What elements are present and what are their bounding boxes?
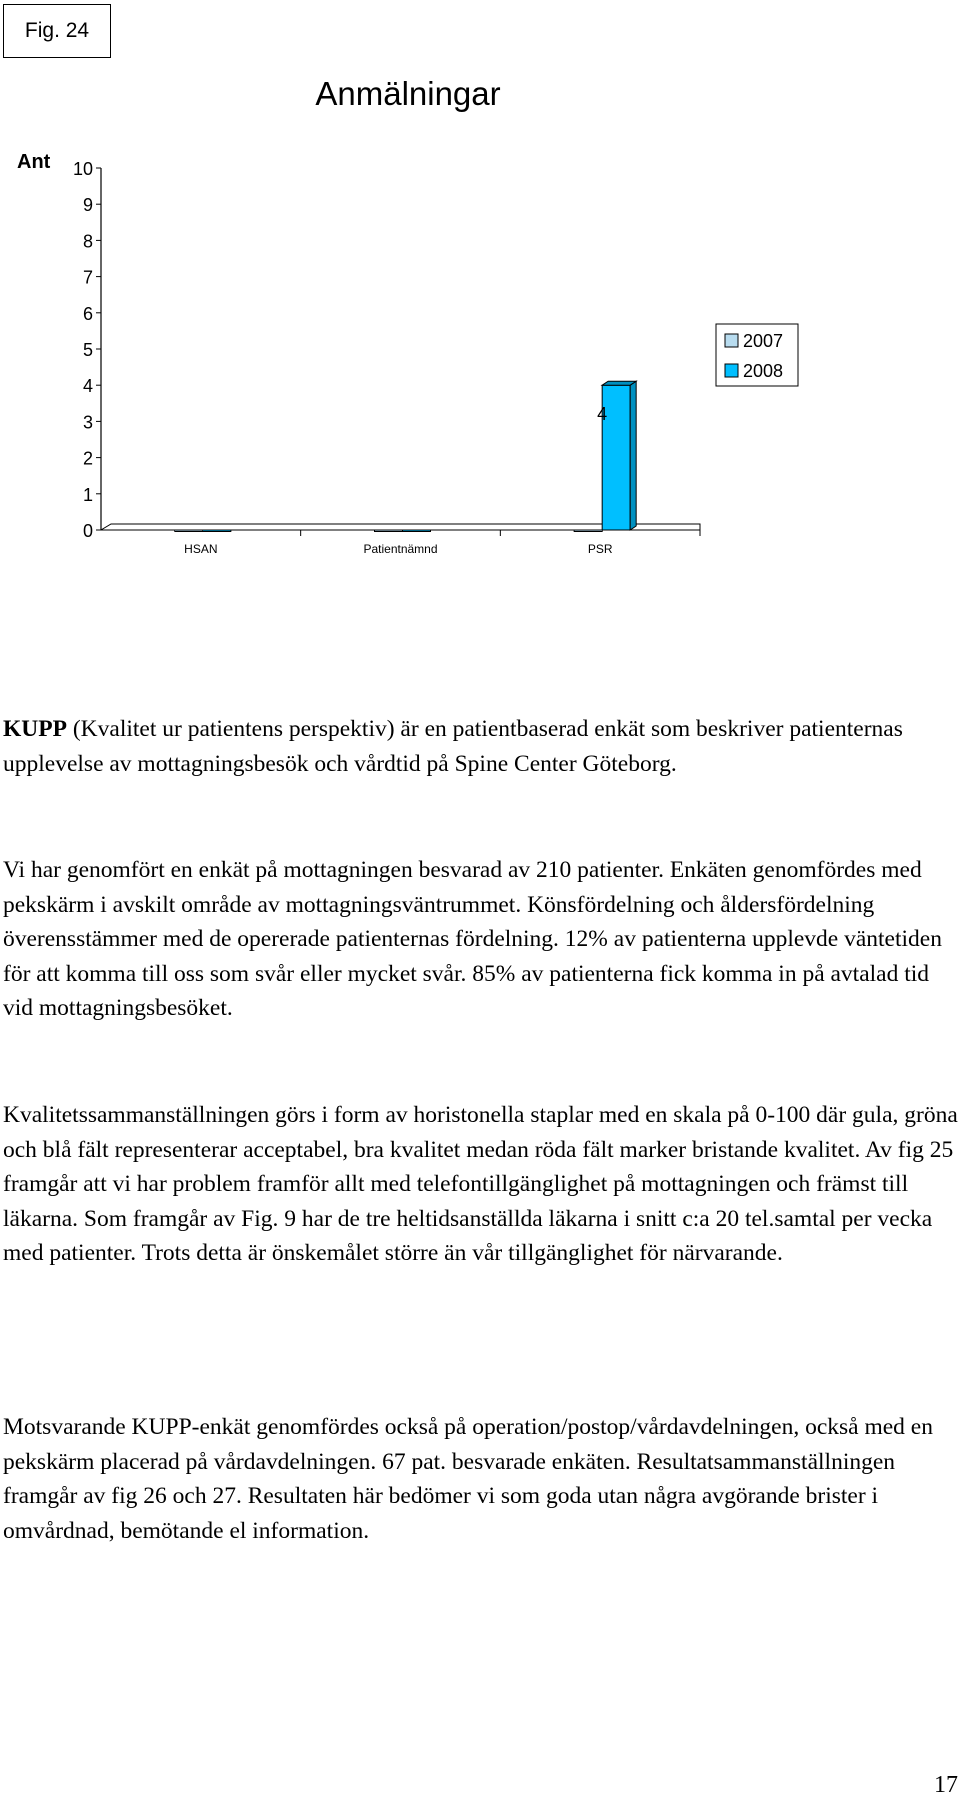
- x-tick-label: PSR: [587, 542, 613, 556]
- kupp-description: (Kvalitet ur patientens perspektiv) är en patientbaserad enkät som beskriver patienternas upplevelse av mottagningsbesök och vårdtid på Spine Center Göteborg.: [3, 716, 903, 777]
- kupp-term: KUPP: [3, 716, 67, 742]
- legend-label-2007: 2007: [743, 331, 784, 351]
- y-tick-label: 3: [82, 412, 93, 433]
- quality-text: Kvalitetssammanställningen görs i form av horistonella staplar med en skala på 0-100 där gula, gröna och blå fält representerar acceptabel, bra kvalitet medan röda fält marker bristande kvalitet. Av fig 25 framgår att vi har problem framför allt med telefontillgänglighet på mottagningen och främst till läkarna. Som framgår av Fig. 9 har de tre heltidsanställda läkarna i snitt c:a 20 tel.samtal per vecka med patienter. Trots detta är önskemålet större än vår tillgänglighet för närvarande.: [3, 1102, 958, 1266]
- y-tick-label: 8: [82, 231, 93, 252]
- data-label: 4: [597, 404, 608, 425]
- y-tick-label: 2: [82, 448, 93, 469]
- bar-2008-Patientnämnd: [403, 530, 431, 532]
- legend-swatch-2008: [725, 364, 738, 377]
- paragraph-ward: [3, 1410, 958, 1548]
- bar-2007-Patientnämnd: [375, 530, 403, 532]
- anmalningar-chart: [0, 60, 960, 580]
- bar-2008-HSAN: [203, 530, 231, 532]
- y-tick-label: 0: [82, 521, 93, 541]
- chart-title: Anmälningar: [315, 75, 501, 112]
- paragraph-survey: [3, 853, 958, 1026]
- paragraph-kupp: [3, 712, 958, 781]
- survey-text: Vi har genomfört en enkät på mottagningen besvarad av 210 patienter. Enkäten genomfördes med pekskärm i avskilt område av mottagningsväntrummet. Könsfördelning och åldersfördelning överensstämmer med de opererade patienternas fördelning. 12% av patienterna upplevde väntetiden för att komma till oss som svår eller mycket svår. 85% av patienterna fick komma in på avtalad tid vid mottagningsbesöket.: [3, 857, 942, 1021]
- y-tick-label: 9: [82, 195, 93, 216]
- bar-side-2008-PSR: [630, 381, 636, 530]
- bar-2007-HSAN: [175, 530, 203, 532]
- x-tick-label: Patientnämnd: [363, 542, 438, 556]
- y-tick-label: 4: [82, 376, 93, 397]
- y-tick-label: 7: [82, 267, 93, 288]
- paragraph-quality: [3, 1098, 958, 1271]
- y-tick-label: 6: [82, 303, 93, 324]
- y-tick-label: 1: [82, 484, 93, 505]
- page-number: 17: [934, 1772, 958, 1798]
- bar-2007-PSR: [574, 530, 602, 532]
- figure-label: Fig. 24: [3, 4, 111, 58]
- y-tick-label: 10: [72, 159, 93, 179]
- ward-text: Motsvarande KUPP-enkät genomfördes också på operation/postop/vårdavdelningen, också med en pekskärm placerad på vårdavdelningen. 67 pat. besvarade enkäten. Resultatsammanställningen framgår av fig 26 och 27. Resultaten här bedömer vi som goda utan några avgörande brister i omvårdnad, bemötande el information.: [3, 1414, 933, 1544]
- y-axis-label: Ant: [17, 151, 51, 173]
- x-tick-label: HSAN: [184, 542, 218, 556]
- legend-label-2008: 2008: [743, 361, 784, 381]
- y-tick-label: 5: [82, 340, 93, 360]
- legend-swatch-2007: [725, 334, 738, 347]
- bar-top-2008-PSR: [602, 381, 636, 385]
